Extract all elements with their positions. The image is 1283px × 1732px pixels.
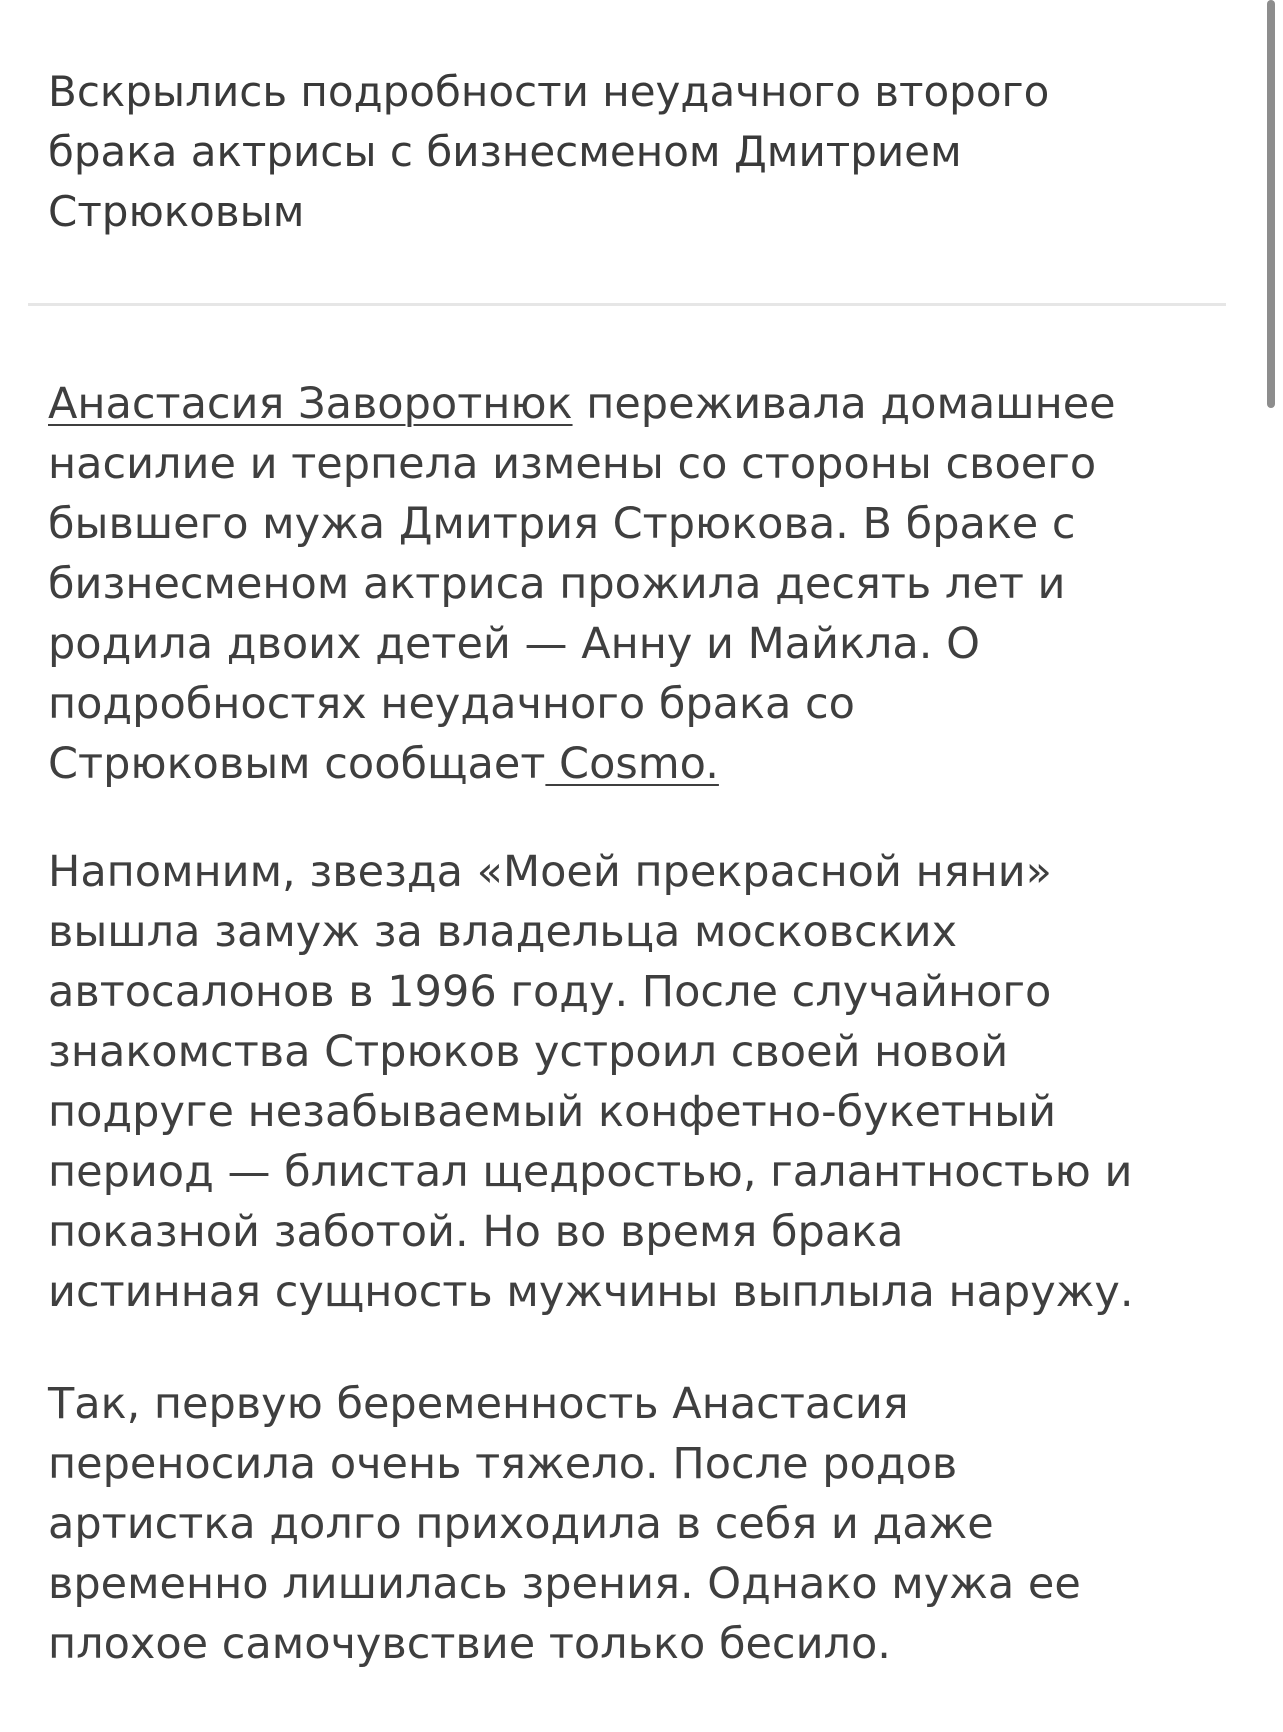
lead-line: Вскрылись подробности неудачного второго xyxy=(48,67,1050,116)
paragraph-line: подробностях неудачного брака со xyxy=(48,679,855,729)
paragraph-2 xyxy=(48,842,1248,1322)
paragraph-text: Стрюковым сообщает xyxy=(48,739,546,789)
paragraph-text: переживала домашнее xyxy=(572,379,1116,429)
paragraph-line: временно лишилась зрения. Однако мужа ее xyxy=(48,1559,1081,1609)
page-scrollbar[interactable] xyxy=(1267,0,1275,408)
paragraph-line: автосалонов в 1996 году. После случайного xyxy=(48,967,1052,1017)
source-link[interactable]: Cosmo. xyxy=(545,739,719,789)
paragraph-3 xyxy=(48,1374,1248,1674)
person-link[interactable]: Анастасия Заворотнюк xyxy=(48,379,573,429)
article-lead xyxy=(48,62,1228,242)
paragraph-line: показной заботой. Но во время брака xyxy=(48,1207,904,1257)
paragraph-line: бизнесменом актриса прожила десять лет и xyxy=(48,559,1066,609)
paragraph-line: вышла замуж за владельца московских xyxy=(48,907,958,957)
paragraph-line: Напомним, звезда «Моей прекрасной няни» xyxy=(48,847,1052,897)
paragraph-line: истинная сущность мужчины выплыла наружу. xyxy=(48,1267,1134,1317)
paragraph-line: плохое самочувствие только бесило. xyxy=(48,1619,891,1669)
paragraph-line: бывшего мужа Дмитрия Стрюкова. В браке с xyxy=(48,499,1076,549)
paragraph-line: артистка долго приходила в себя и даже xyxy=(48,1499,994,1549)
paragraph-line: Так, первую беременность Анастасия xyxy=(48,1379,909,1429)
lead-line: Стрюковым xyxy=(48,187,305,236)
paragraph-1 xyxy=(48,374,1248,794)
paragraph-line: насилие и терпела измены со стороны своего xyxy=(48,439,1097,489)
lead-divider xyxy=(28,303,1226,306)
paragraph-line: родила двоих детей — Анну и Майкла. О xyxy=(48,619,980,669)
paragraph-line: знакомства Стрюков устроил своей новой xyxy=(48,1027,1009,1077)
paragraph-line xyxy=(48,734,1248,794)
paragraph-line: подруге незабываемый конфетно-букетный xyxy=(48,1087,1057,1137)
paragraph-line: переносила очень тяжело. После родов xyxy=(48,1439,958,1489)
lead-line: брака актрисы с бизнесменом Дмитрием xyxy=(48,127,962,176)
paragraph-line xyxy=(48,374,1248,434)
paragraph-line: период — блистал щедростью, галантностью и xyxy=(48,1147,1133,1197)
